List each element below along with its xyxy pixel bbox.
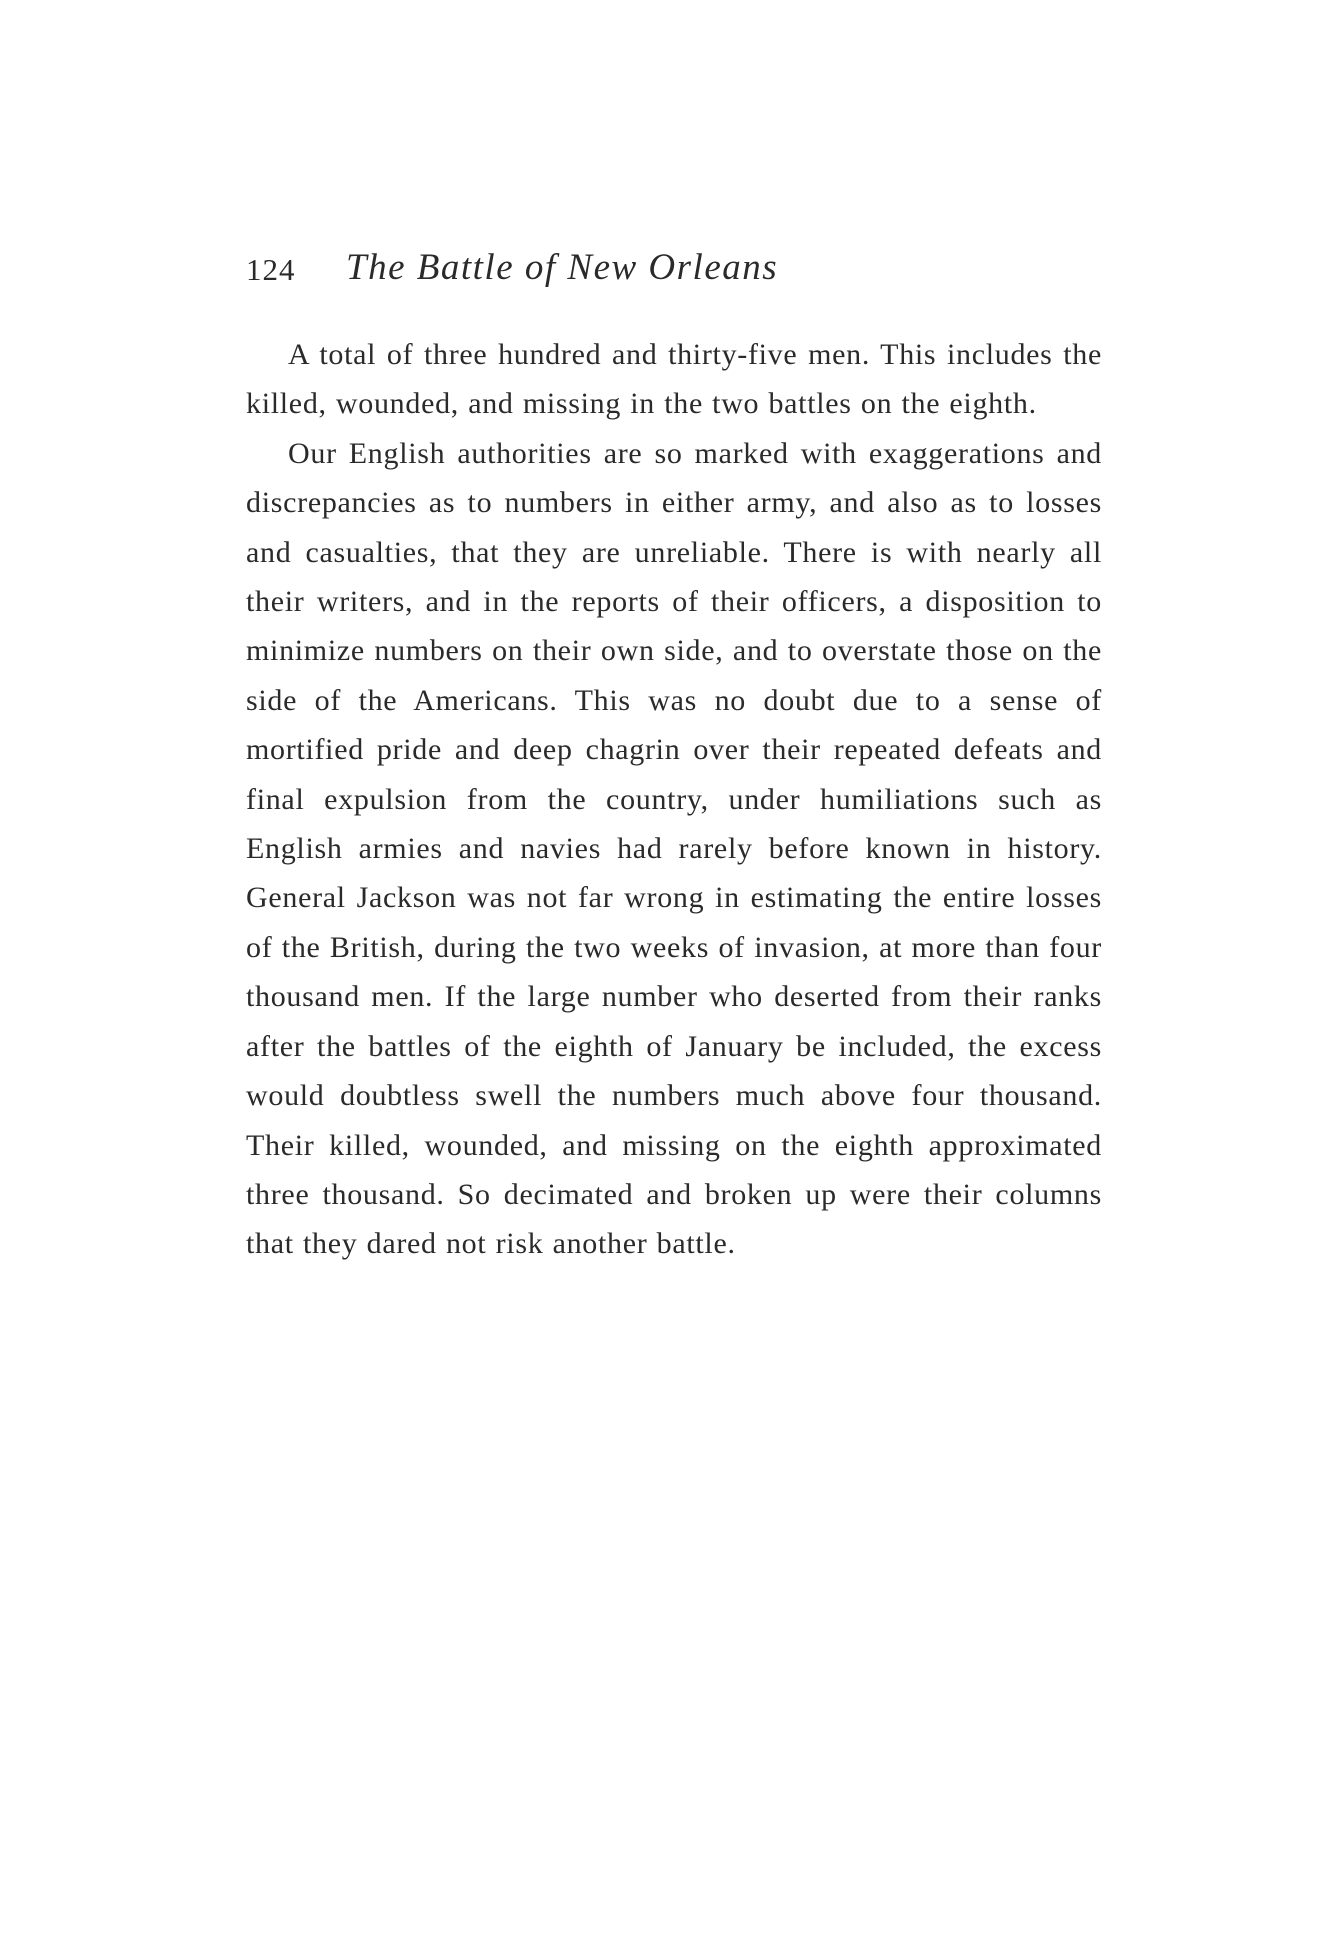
body-text [246, 330, 1102, 1269]
page-number: 124 [246, 252, 296, 287]
running-title: The Battle of New Orleans [346, 247, 779, 288]
paragraph-2: Our English authorities are so marked with exaggerations and discrepancies as to numbers in either army, and also as to losses and casualties, that they are unreliable. There is with nearly all their writers, and in the reports of their officers, a disposition to minimize numbers on their own side, and to overstate those on the side of the Americans. This was no doubt due to a sense of mortified pride and deep chagrin over their repeated defeats and final expulsion from the country, under humiliations such as English armies and navies had rarely before known in history. General Jackson was not far wrong in estimating the entire losses of the British, during the two weeks of invasion, at more than four thousand men. If the large number who deserted from their ranks after the battles of the eighth of January be included, the excess would doubtless swell the numbers much above four thousand. Their killed, wounded, and missing on the eighth approximated three thousand. So decimated and broken up were their columns that they dared not risk another battle. [246, 436, 1102, 1261]
paragraph-1: A total of three hundred and thirty-five men. This includes the killed, wounded, and missing in the two battles on the eighth. [246, 338, 1102, 421]
running-head [246, 246, 1102, 290]
